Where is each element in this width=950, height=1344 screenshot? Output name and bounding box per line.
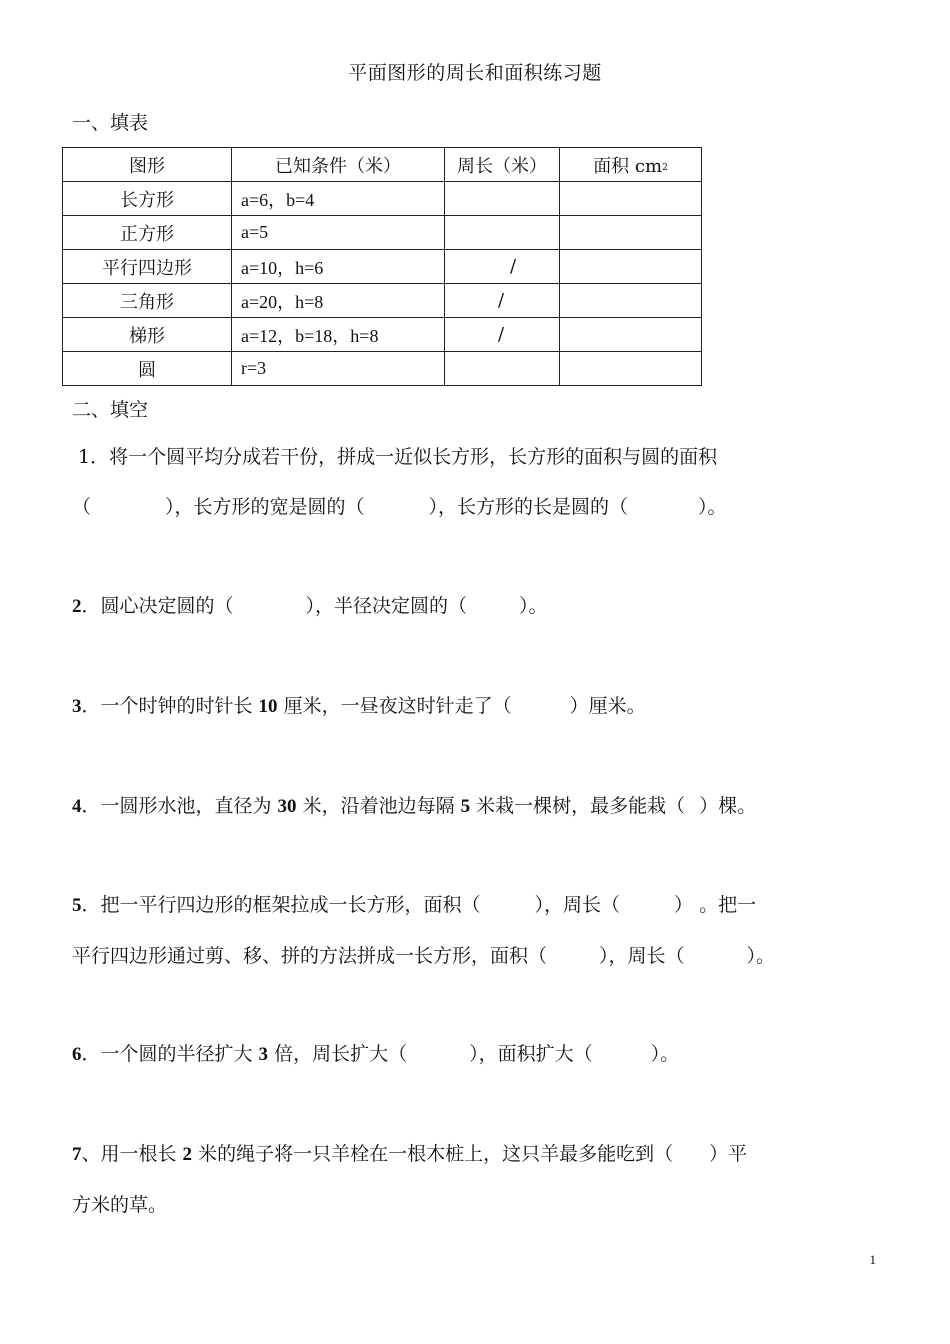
cell-perimeter[interactable]: [445, 352, 560, 386]
question-value: 5: [460, 796, 471, 817]
question-text: ） 。把一: [674, 894, 757, 916]
question-1-line-2: [72, 482, 882, 532]
question-value: 10: [258, 696, 278, 717]
header-perimeter: 周长（米）: [445, 148, 560, 182]
fill-table: [62, 147, 702, 386]
question-number: 6: [72, 1044, 82, 1065]
question-5-line-2: [72, 931, 882, 981]
question-1-line-1: [72, 432, 882, 482]
cell-perimeter: [445, 284, 560, 318]
question-text: ．一个圆的半径扩大: [81, 1043, 259, 1065]
cell-perimeter: [445, 250, 560, 284]
question-text: ），半径决定圆的（: [305, 595, 468, 617]
question-4: [72, 781, 882, 832]
section-heading-fill-blank: 二、填空: [72, 399, 149, 421]
question-text: ）。: [746, 945, 776, 967]
question-number: 1: [78, 446, 91, 468]
question-text: 倍，周长扩大（: [268, 1043, 408, 1065]
question-text: ）厘米。: [569, 695, 646, 717]
slash-mark: /: [497, 290, 505, 311]
question-number: 4: [72, 796, 82, 817]
question-7-line-1: [72, 1129, 882, 1180]
cell-given: a=6，b=4: [232, 182, 445, 216]
question-text: ）棵。: [699, 795, 757, 817]
page-number: 1: [869, 1252, 876, 1267]
table-row: [63, 250, 702, 284]
question-text: ），周长（: [599, 945, 685, 967]
question-text: ）平: [709, 1143, 748, 1165]
question-text: ），长方形的长是圆的（: [428, 496, 629, 518]
cell-shape: 圆: [63, 352, 232, 386]
table-row: [63, 284, 702, 318]
question-text: 米栽一棵树，最多能栽（: [470, 795, 686, 817]
question-number: 5: [72, 895, 82, 916]
cell-perimeter[interactable]: [445, 216, 560, 250]
question-text: 米的绳子将一只羊栓在一根木桩上，这只羊最多能吃到（: [192, 1143, 674, 1165]
question-5-line-1: [72, 880, 882, 931]
header-given: 已知条件（米）: [232, 148, 445, 182]
question-text: 平行四边形通过剪、移、拼的方法拼成一长方形，面积（: [72, 945, 548, 967]
cell-perimeter[interactable]: [445, 182, 560, 216]
cell-area[interactable]: [560, 352, 702, 386]
question-number: 3: [72, 696, 82, 717]
cell-given: a=5: [232, 216, 445, 250]
question-3: [72, 681, 882, 732]
section-heading-fill-table: 一、填表: [72, 112, 149, 134]
cell-shape: 正方形: [63, 216, 232, 250]
question-text: ）。: [698, 496, 727, 518]
question-text: 米，沿着池边每隔: [296, 795, 461, 817]
header-area-superscript: 2: [662, 162, 668, 173]
question-text: 、用一根长: [81, 1143, 183, 1165]
cell-shape: 三角形: [63, 284, 232, 318]
question-text: ）。: [519, 595, 548, 617]
page-title: 平面图形的周长和面积练习题: [348, 62, 602, 84]
question-6: [72, 1029, 882, 1080]
table-row: [63, 182, 702, 216]
cell-area[interactable]: [560, 284, 702, 318]
slash-mark: /: [497, 324, 505, 345]
question-text: ．圆心决定圆的（: [81, 595, 234, 617]
cell-shape: 长方形: [63, 182, 232, 216]
header-shape: 图形: [63, 148, 232, 182]
cell-shape: 平行四边形: [63, 250, 232, 284]
question-value: 30: [277, 796, 297, 817]
table-row: [63, 318, 702, 352]
table-header-row: [63, 148, 702, 182]
header-area-label: 面积 cm: [593, 155, 663, 177]
question-7: [72, 1129, 882, 1230]
question-text: ．将一个圆平均分成若干份，拼成一近似长方形，长方形的面积与圆的面积: [90, 446, 718, 468]
table-row: [63, 216, 702, 250]
cell-area[interactable]: [560, 250, 702, 284]
cell-given: a=10，h=6: [232, 250, 445, 284]
question-text: ），周长（: [534, 894, 621, 916]
cell-given: r=3: [232, 352, 445, 386]
question-text: ），长方形的宽是圆的（: [165, 496, 365, 518]
question-2: [72, 581, 882, 632]
question-text: 厘米，一昼夜这时针走了（: [277, 695, 512, 717]
header-area: [560, 148, 702, 182]
question-7-line-2: [72, 1180, 882, 1230]
cell-area[interactable]: [560, 216, 702, 250]
cell-given: a=12，b=18，h=8: [232, 318, 445, 352]
question-text: 方米的草。: [72, 1194, 168, 1216]
question-value: 2: [182, 1144, 193, 1165]
question-text: ），面积扩大（: [469, 1043, 593, 1065]
question-value: 3: [258, 1044, 269, 1065]
question-5: [72, 880, 882, 981]
cell-perimeter: [445, 318, 560, 352]
cell-area[interactable]: [560, 318, 702, 352]
question-text: ．把一平行四边形的框架拉成一长方形，面积（: [81, 894, 481, 916]
slash-mark: /: [509, 256, 517, 277]
cell-area[interactable]: [560, 182, 702, 216]
question-text: ．一个时钟的时针长: [81, 695, 259, 717]
question-1: [72, 432, 882, 532]
question-text: （: [72, 496, 92, 518]
question-number: 2: [72, 596, 82, 617]
cell-shape: 梯形: [63, 318, 232, 352]
question-text: ．一圆形水池，直径为: [81, 795, 278, 817]
cell-given: a=20，h=8: [232, 284, 445, 318]
question-number: 7: [72, 1144, 82, 1165]
question-text: ）。: [650, 1043, 680, 1065]
table-row: [63, 352, 702, 386]
